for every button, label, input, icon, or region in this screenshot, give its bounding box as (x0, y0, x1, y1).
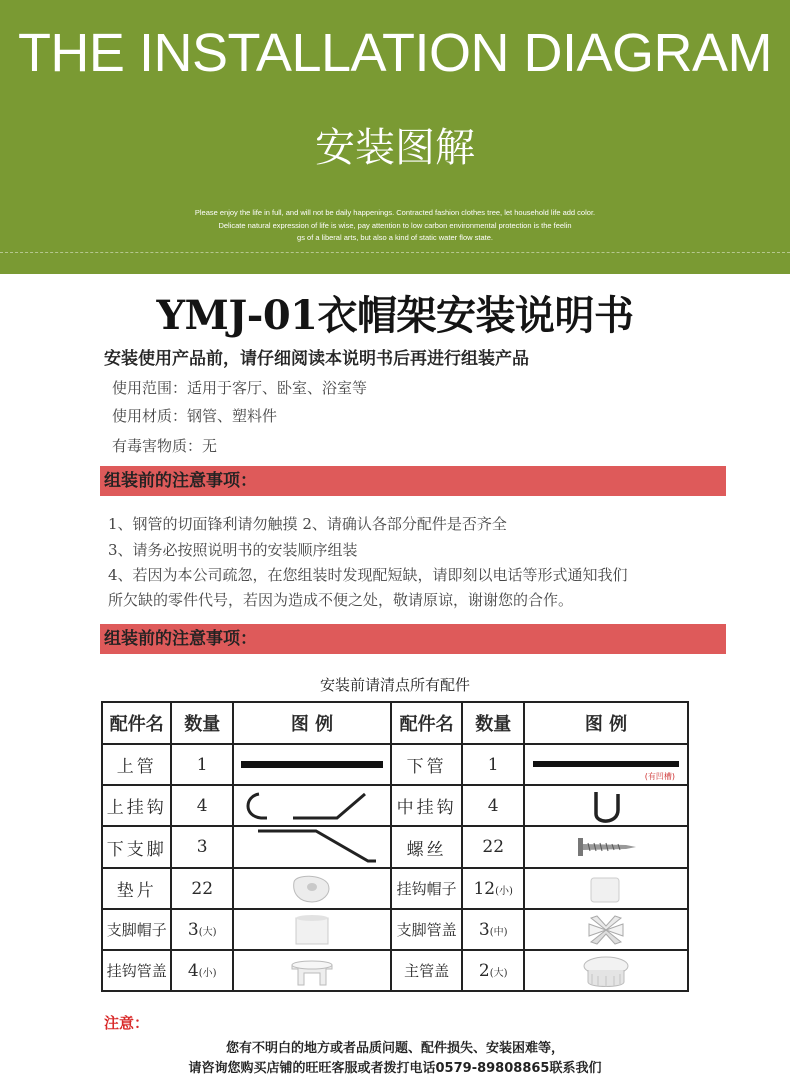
contact-line: 您有不明白的地方或者品质问题、配件损失、安装困难等， (225, 1041, 564, 1056)
qty-value: 3 (478, 919, 490, 940)
hazardous-substance: 有毒害物质：无 (112, 437, 218, 455)
header-part-name: 配件名 (102, 702, 171, 744)
document-title: YMJ-01衣帽架安装说明书 (156, 292, 634, 339)
part-name: 支脚管盖 (391, 909, 462, 950)
table-row (102, 868, 688, 909)
part-qty (462, 950, 524, 991)
banner-text-line: Delicate natural expression of life is wise, pay attention to low carbon environmental protection is the feelin (218, 220, 572, 230)
lower-leg-icon (233, 826, 391, 868)
precaution-line: 所欠缺的零件代号，若因为造成不便之处，敬请原谅，谢谢您的合作。 (108, 591, 574, 609)
banner-subtitle: 安装图解 (315, 125, 475, 171)
part-qty: 1 (171, 744, 233, 785)
material: 使用材质：钢管、塑料件 (112, 407, 278, 425)
qty-value: 4 (187, 960, 199, 981)
parts-table (101, 701, 689, 992)
part-qty: 1 (462, 744, 524, 785)
table-row (102, 744, 688, 785)
part-qty: 4 (171, 785, 233, 826)
qty-size: (中) (489, 926, 508, 938)
washer-icon (233, 868, 391, 909)
precaution-line: 1、钢管的切面锋利请勿触摸 2、请确认各部分配件是否齐全 (108, 515, 507, 533)
leg-cap-icon (233, 909, 391, 950)
qty-size: (大) (489, 967, 508, 979)
part-name: 上管 (102, 744, 171, 785)
qty-value: 2 (478, 960, 490, 981)
banner-divider (0, 252, 790, 253)
part-name: 下支脚 (102, 826, 171, 868)
intro-text: 安装使用产品前，请仔细阅读本说明书后再进行组装产品 (104, 349, 529, 369)
part-qty: 22 (171, 868, 233, 909)
part-qty (171, 950, 233, 991)
part-name: 中挂钩 (391, 785, 462, 826)
section-header-parts: 组装前的注意事项： (100, 624, 726, 654)
long-tube-grooved-icon (524, 744, 688, 785)
part-name: 上挂钩 (102, 785, 171, 826)
part-name: 螺丝 (391, 826, 462, 868)
banner-title: THE INSTALLATION DIAGRAM (17, 23, 773, 83)
banner-text-line: gs of a liberal arts, but also a kind of static water flow state. (297, 233, 493, 242)
section-header-precautions: 组装前的注意事项： (100, 466, 726, 496)
screw-icon (524, 826, 688, 868)
part-name: 挂钩帽子 (391, 868, 462, 909)
banner (0, 0, 790, 274)
contact-line: 请咨询您购买店铺的旺旺客服或者拨打电话0579-89808865联系我们 (188, 1061, 602, 1076)
long-tube-icon (233, 744, 391, 785)
qty-value: 3 (187, 919, 199, 940)
part-qty (171, 909, 233, 950)
usage-scope: 使用范围：适用于客厅、卧室、浴室等 (112, 379, 368, 397)
middle-hook-icon (524, 785, 688, 826)
precaution-line: 4、若因为本公司疏忽，在您组装时发现配短缺，请即刻以电话等形式通知我们 (108, 566, 628, 584)
upper-hook-icon (233, 785, 391, 826)
leg-tube-plug-icon (524, 909, 688, 950)
qty-size: (大) (198, 926, 217, 938)
qty-size: (小) (495, 885, 513, 897)
banner-text-line: Please enjoy the life in full, and will not be daily happenings. Contracted fashion clothes tree, let household life add color. (194, 208, 596, 217)
attention-label: 注意： (104, 1014, 150, 1032)
header-figure: 图 例 (233, 702, 391, 744)
part-qty: 4 (462, 785, 524, 826)
table-header-row (102, 702, 688, 744)
part-name: 挂钩管盖 (102, 950, 171, 991)
table-caption: 安装前请清点所有配件 (319, 676, 470, 694)
groove-note: (有凹槽) (644, 772, 675, 781)
table-row (102, 950, 688, 991)
header-quantity: 数量 (171, 702, 233, 744)
header-part-name: 配件名 (391, 702, 462, 744)
precaution-line: 3、请务必按照说明书的安装顺序组装 (108, 541, 358, 559)
header-figure: 图 例 (524, 702, 688, 744)
hook-cap-icon (524, 868, 688, 909)
part-qty: 22 (462, 826, 524, 868)
header-quantity: 数量 (462, 702, 524, 744)
part-qty: 3 (171, 826, 233, 868)
part-name: 垫片 (102, 868, 171, 909)
main-tube-plug-icon (524, 950, 688, 991)
part-name: 主管盖 (391, 950, 462, 991)
qty-value: 12 (473, 878, 496, 899)
part-name: 支脚帽子 (102, 909, 171, 950)
part-qty (462, 909, 524, 950)
part-qty (462, 868, 524, 909)
hook-tube-plug-icon (233, 950, 391, 991)
table-row (102, 909, 688, 950)
qty-size: (小) (198, 967, 217, 979)
banner-text (120, 207, 670, 245)
part-name: 下管 (391, 744, 462, 785)
table-row (102, 785, 688, 826)
table-row (102, 826, 688, 868)
